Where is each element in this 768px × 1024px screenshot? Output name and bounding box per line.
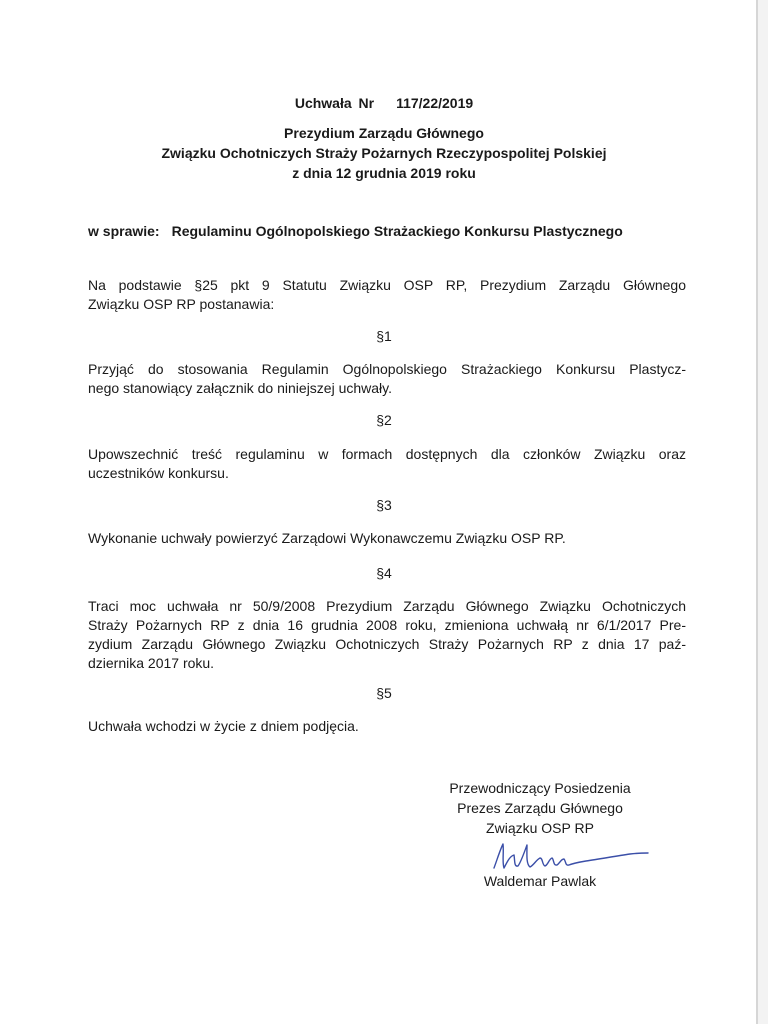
subject-label: w sprawie:	[88, 223, 160, 239]
section-line: Traci moc uchwała nr 50/9/2008 Prezydium Zarządu Głównego Związku Ochotniczych	[88, 598, 686, 614]
section-2-text	[88, 445, 686, 483]
signatory-org: Związku OSP RP	[486, 820, 594, 836]
section-line: Upowszechnić treść regulaminu w formach dostępnych dla członków Związku oraz	[88, 446, 686, 462]
issuing-body	[0, 123, 768, 183]
section-mark-5: §5	[376, 685, 392, 701]
section-mark-1: §1	[376, 328, 392, 344]
issuing-body-line: Prezydium Zarządu Głównego	[284, 125, 484, 141]
section-line: Wykonanie uchwały powierzyć Zarządowi Wykonawczemu Związku OSP RP.	[88, 530, 566, 546]
resolution-title	[0, 93, 768, 113]
section-mark-3: §3	[376, 497, 392, 513]
signatory-role: Przewodniczący Posiedzenia	[449, 780, 631, 796]
section-line: uczestników konkursu.	[88, 465, 229, 481]
subject-text: Regulaminu Ogólnopolskiego Strażackiego Konkursu Plastycznego	[171, 223, 623, 239]
section-1-text	[88, 360, 686, 398]
section-line: Straży Pożarnych RP z dnia 16 grudnia 2008 roku, zmieniona uchwałą nr 6/1/2017 Pre-	[88, 617, 686, 633]
signatory-block	[440, 778, 640, 838]
section-4-text	[88, 597, 686, 673]
resolution-label: Uchwała Nr	[294, 95, 375, 111]
section-line: Przyjąć do stosowania Regulamin Ogólnopolskiego Strażackiego Konkursu Plastycz-	[88, 361, 686, 377]
section-5-text	[88, 717, 686, 736]
section-mark-2: §2	[376, 412, 392, 428]
preamble-line: Związku OSP RP postanawia:	[88, 296, 275, 312]
issuing-body-line: Związku Ochotniczych Straży Pożarnych Rzeczypospolitej Polskiej	[161, 145, 607, 161]
preamble	[88, 276, 686, 314]
section-mark-4: §4	[376, 565, 392, 581]
section-3-text	[88, 529, 686, 548]
preamble-line: Na podstawie §25 pkt 9 Statutu Związku OSP RP, Prezydium Zarządu Głównego	[88, 277, 686, 293]
resolution-number: 117/22/2019	[396, 95, 474, 111]
section-line: nego stanowiący załącznik do niniejszej uchwały.	[88, 380, 393, 396]
subject-line	[88, 221, 623, 241]
section-line: Uchwała wchodzi w życie z dniem podjęcia.	[88, 718, 359, 734]
signatory-title: Prezes Zarządu Głównego	[457, 800, 623, 816]
section-line: zydium Zarządu Głównego Związku Ochotniczych Straży Pożarnych RP z dnia 17 paź-	[88, 636, 686, 652]
section-line: dziernika 2017 roku.	[88, 655, 215, 671]
resolution-date: z dnia 12 grudnia 2019 roku	[292, 165, 476, 181]
signatory-name: Waldemar Pawlak	[483, 873, 597, 889]
